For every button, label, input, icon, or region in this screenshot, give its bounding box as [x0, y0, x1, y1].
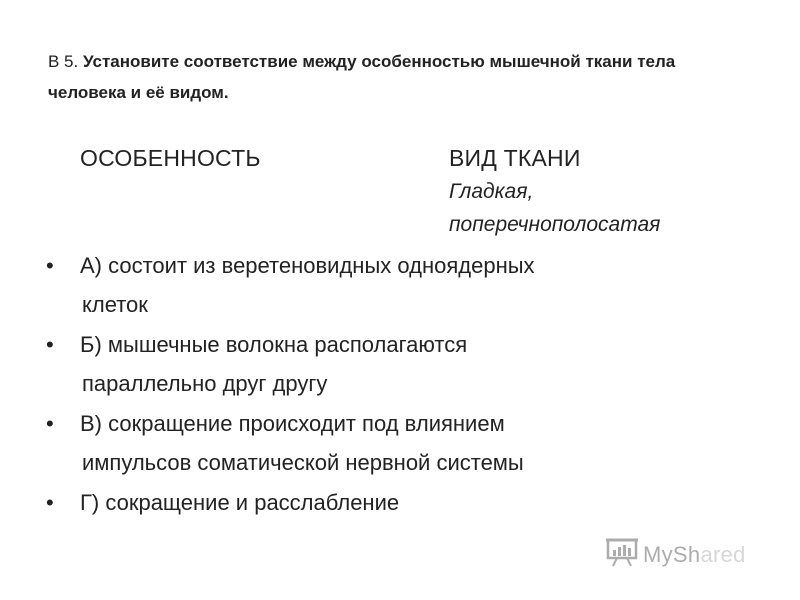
column-header-tissue-type: ВИД ТКАНИ [449, 145, 581, 171]
bullet-icon: • [46, 253, 54, 278]
watermark-text-main: MySh [643, 541, 701, 567]
task-number: В 5. [48, 52, 79, 71]
presentation-chart-icon [605, 536, 639, 573]
list-item [46, 404, 766, 482]
tissue-type-smooth: Гладкая, [449, 180, 534, 203]
list-item-text: В) сокращение происходит под влиянием [80, 411, 505, 436]
list-item-text: Б) мышечные волокна располагаются [80, 332, 468, 357]
task-header [48, 46, 748, 108]
list-item-continuation: параллельно друг другу [82, 371, 328, 396]
list-item-text: А) состоит из веретеновидных одноядерных [80, 253, 535, 278]
bullet-icon: • [46, 411, 54, 436]
list-item [46, 325, 766, 403]
tissue-type-striated: поперечнополосатая [449, 213, 661, 236]
bullet-icon: • [46, 332, 54, 357]
list-item [46, 246, 766, 324]
list-item-text: Г) сокращение и расслабление [80, 490, 400, 515]
bullet-icon: • [46, 490, 54, 515]
column-header-feature: ОСОБЕННОСТЬ [80, 145, 261, 171]
watermark-text-faded: ared [700, 541, 746, 567]
list-item-continuation: импульсов соматической нервной системы [82, 450, 524, 475]
myshared-watermark [605, 536, 746, 573]
list-item [46, 483, 766, 522]
task-instruction: Установите соответствие между особенностью мышечной ткани тела человека и её видом. [48, 52, 676, 102]
watermark-text [643, 542, 746, 568]
list-item-continuation: клеток [82, 292, 148, 317]
feature-list [46, 246, 766, 523]
tissue-type-list [449, 175, 660, 241]
